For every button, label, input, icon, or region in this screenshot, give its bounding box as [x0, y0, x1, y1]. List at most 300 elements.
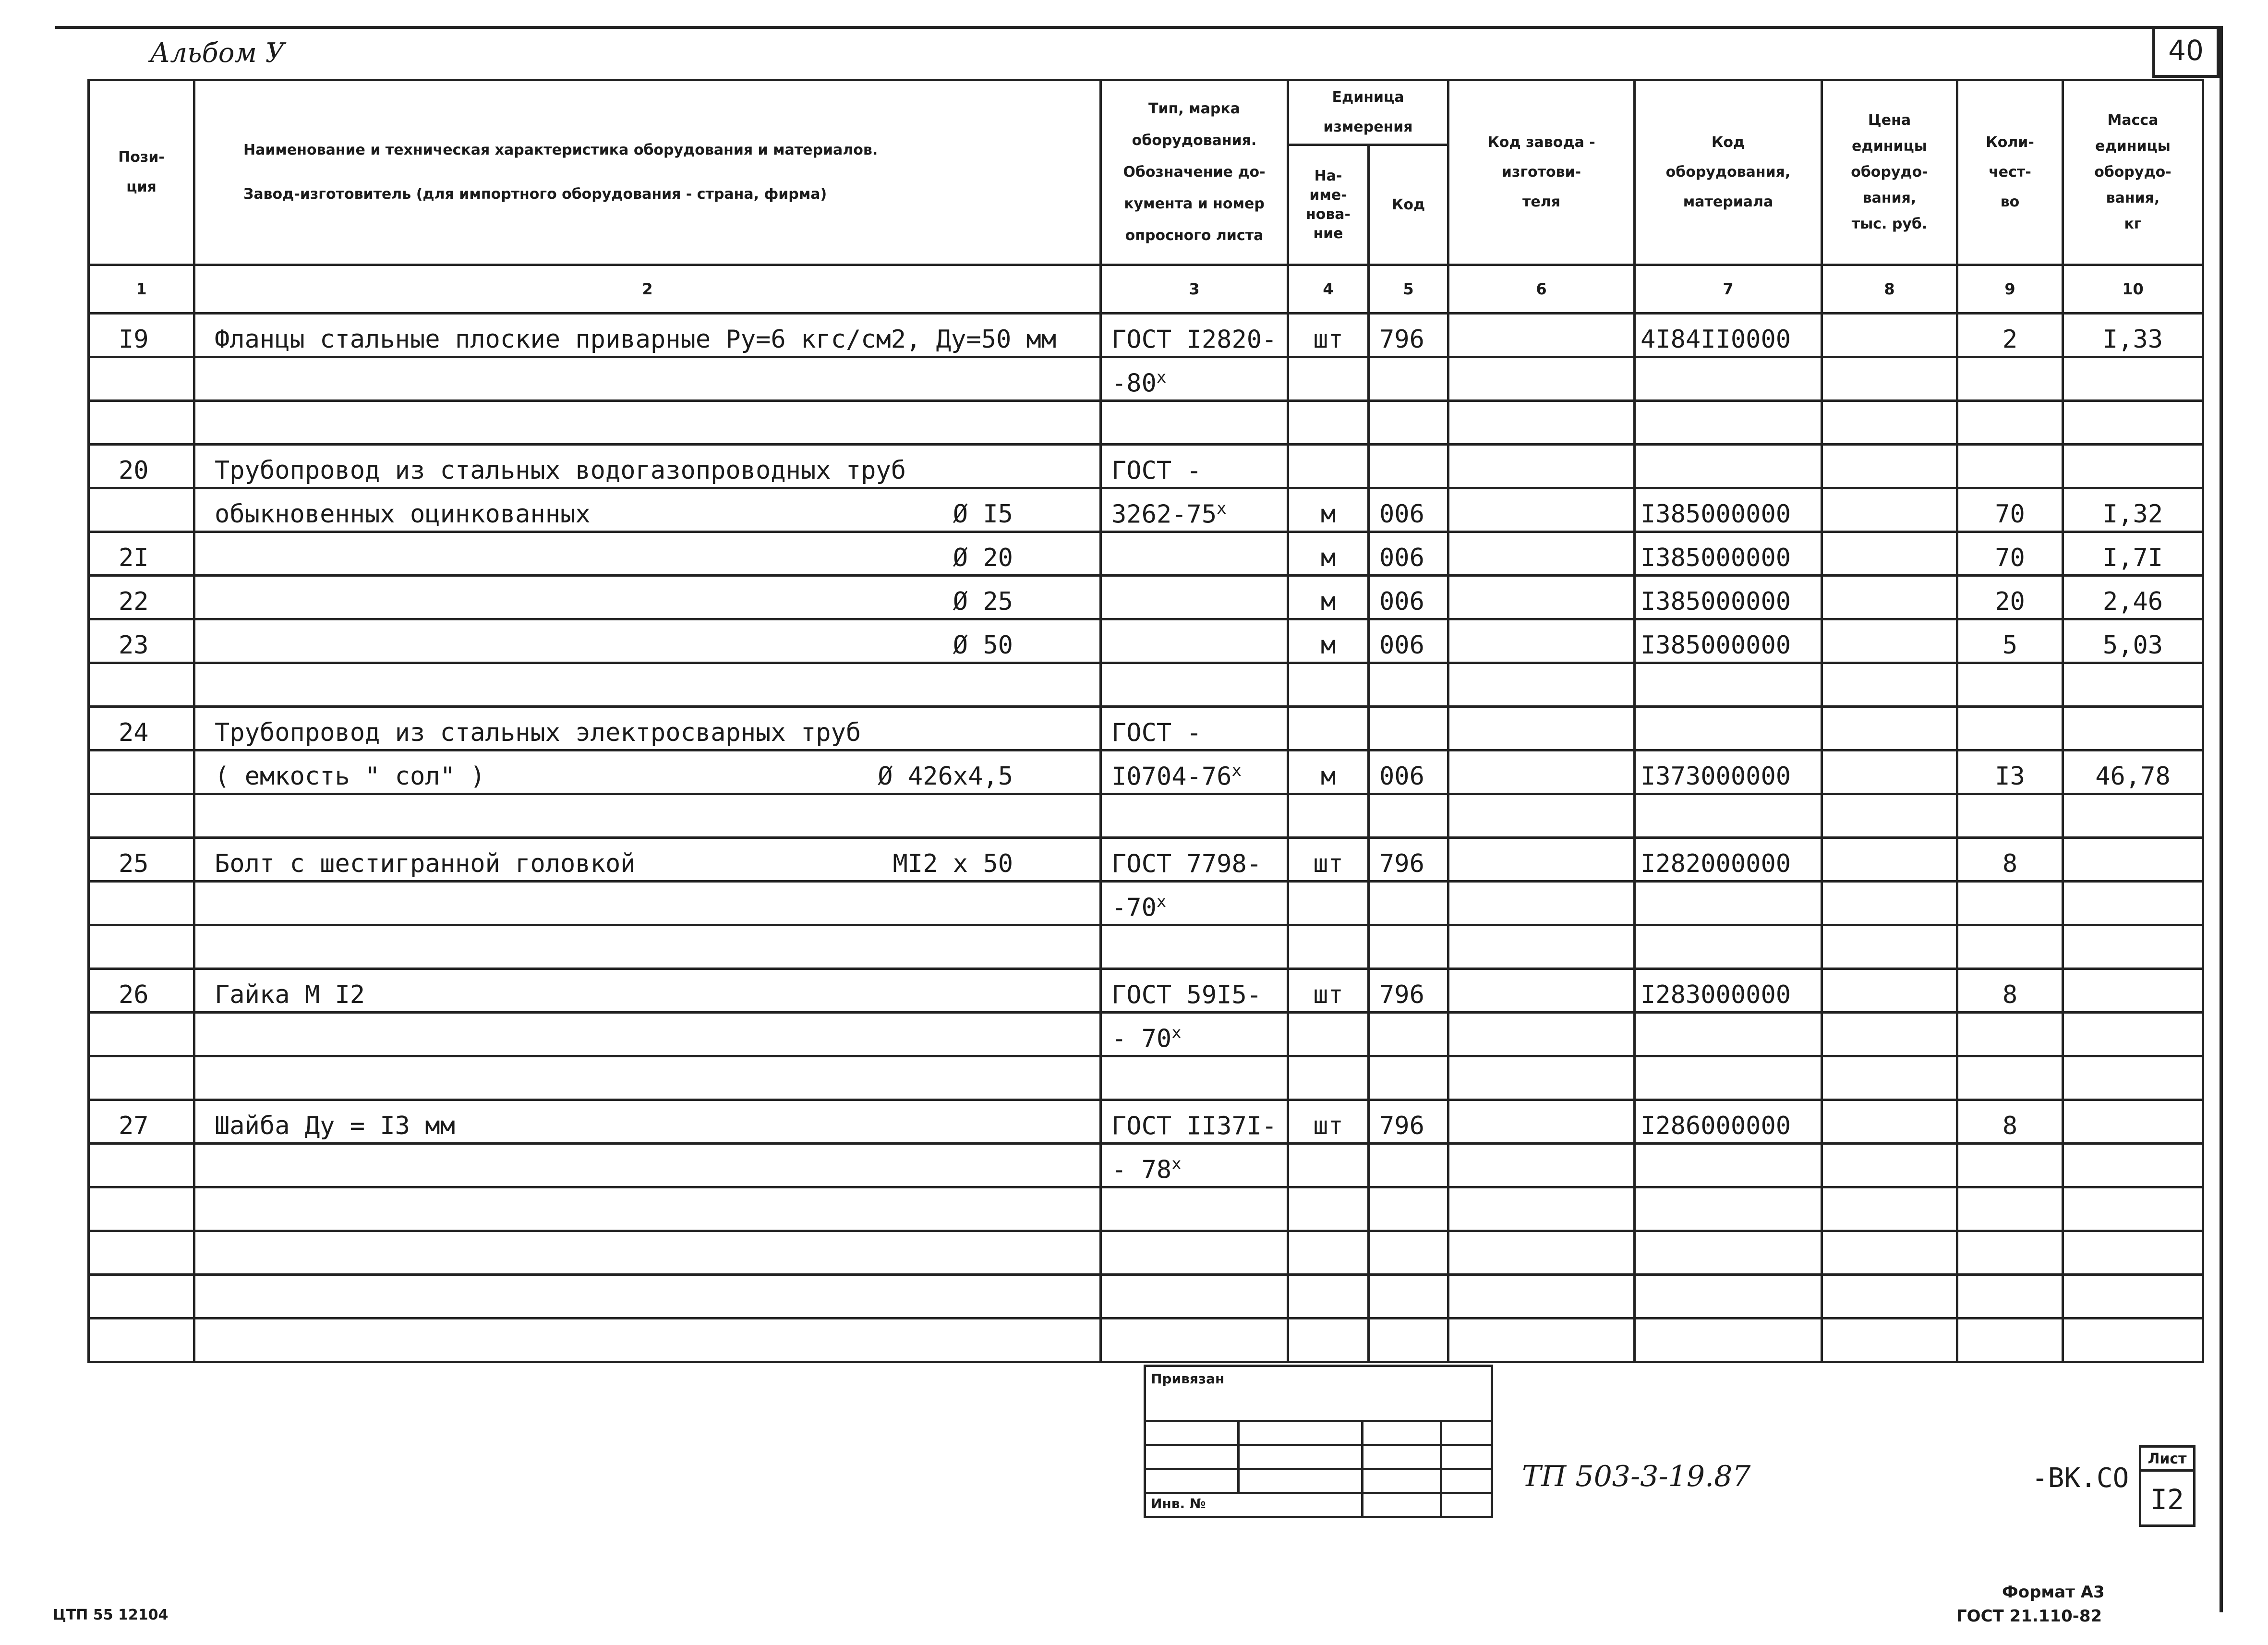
price-cell: [1822, 1144, 1957, 1187]
material-code-cell: I385000000: [1635, 532, 1822, 576]
name-cell: [194, 532, 1101, 576]
qty-cell: 5: [1957, 619, 2063, 663]
unit-cell: [1288, 925, 1369, 969]
unit-cell: [1288, 1056, 1369, 1100]
mass-cell: 5,03: [2063, 619, 2203, 663]
item-name: Трубопровод из стальных водогазопроводных труб: [215, 456, 906, 485]
type-cell: [1101, 532, 1288, 576]
column-number: 3: [1101, 265, 1288, 314]
table-row: [89, 314, 2203, 357]
maker-code-cell: [1448, 488, 1635, 532]
material-code-cell: I385000000: [1635, 576, 1822, 619]
type-cell: [1101, 1013, 1288, 1056]
position-cell: [89, 1187, 194, 1231]
maker-code-cell: [1448, 750, 1635, 794]
material-code-cell: [1635, 1318, 1822, 1362]
name-cell: [194, 1187, 1101, 1231]
type-text: I0704-76: [1111, 762, 1232, 791]
material-code-cell: 4I84II0000: [1635, 314, 1822, 357]
unit-cell: [1288, 401, 1369, 445]
name-cell: [194, 663, 1101, 707]
column-number: 8: [1822, 265, 1957, 314]
column-number: 4: [1288, 265, 1369, 314]
type-cell: [1101, 1275, 1288, 1318]
mass-cell: [2063, 357, 2203, 401]
sheet-number: I2: [2150, 1483, 2184, 1516]
unit-cell: [1288, 882, 1369, 925]
type-superscript: х: [1171, 1023, 1182, 1042]
type-superscript: х: [1171, 1154, 1182, 1173]
price-cell: [1822, 1275, 1957, 1318]
header-maker-code: Код завода - изготови- теля: [1448, 80, 1635, 265]
unit-code-cell: 006: [1369, 619, 1448, 663]
table-row: [89, 401, 2203, 445]
table-row: [89, 488, 2203, 532]
column-number: 2: [194, 265, 1101, 314]
unit-cell: [1288, 1144, 1369, 1187]
name-cell: [194, 838, 1101, 882]
position-cell: 24: [89, 707, 194, 750]
unit-code-cell: [1369, 401, 1448, 445]
column-number: 7: [1635, 265, 1822, 314]
mass-cell: [2063, 401, 2203, 445]
name-cell: [194, 314, 1101, 357]
type-text: 3262-75: [1111, 500, 1217, 529]
unit-code-cell: 006: [1369, 576, 1448, 619]
mass-cell: [2063, 1275, 2203, 1318]
maker-code-cell: [1448, 1231, 1635, 1275]
qty-cell: [1957, 707, 2063, 750]
type-text: ГОСТ I2820-: [1111, 325, 1277, 354]
type-text: ГОСТ -: [1111, 456, 1202, 485]
price-cell: [1822, 1187, 1957, 1231]
material-code-cell: [1635, 1144, 1822, 1187]
position-cell: [89, 882, 194, 925]
material-code-cell: [1635, 1056, 1822, 1100]
qty-cell: [1957, 1231, 2063, 1275]
unit-code-cell: [1369, 1056, 1448, 1100]
type-text: -80: [1111, 369, 1157, 398]
document-number: ТП 503-3-19.87: [1522, 1460, 1751, 1493]
mass-cell: [2063, 1056, 2203, 1100]
mass-cell: [2063, 794, 2203, 838]
name-cell: [194, 576, 1101, 619]
type-cell: [1101, 707, 1288, 750]
mass-cell: [2063, 1013, 2203, 1056]
name-cell: [194, 882, 1101, 925]
price-cell: [1822, 663, 1957, 707]
unit-cell: шт: [1288, 314, 1369, 357]
material-code-cell: I282000000: [1635, 838, 1822, 882]
position-cell: 20: [89, 445, 194, 488]
unit-code-cell: [1369, 1231, 1448, 1275]
qty-cell: 70: [1957, 532, 2063, 576]
header-price: Цена единицы оборудо- вания, тыс. руб.: [1822, 80, 1957, 265]
album-title: Альбом У: [150, 37, 285, 69]
type-superscript: х: [1217, 498, 1227, 518]
mass-cell: I,32: [2063, 488, 2203, 532]
qty-cell: [1957, 1144, 2063, 1187]
material-code-cell: [1635, 445, 1822, 488]
column-number: 9: [1957, 265, 2063, 314]
material-code-cell: [1635, 925, 1822, 969]
unit-cell: [1288, 794, 1369, 838]
material-code-cell: [1635, 663, 1822, 707]
table-row: [89, 576, 2203, 619]
type-cell: [1101, 445, 1288, 488]
qty-cell: 8: [1957, 969, 2063, 1013]
material-code-cell: I286000000: [1635, 1100, 1822, 1144]
document-suffix: -ВК.СО: [2032, 1463, 2129, 1494]
maker-code-cell: [1448, 707, 1635, 750]
material-code-cell: [1635, 1231, 1822, 1275]
header-qty: Коли- чест- во: [1957, 80, 2063, 265]
type-cell: [1101, 314, 1288, 357]
material-code-cell: I385000000: [1635, 619, 1822, 663]
column-number: 6: [1448, 265, 1635, 314]
position-cell: [89, 1275, 194, 1318]
table-row: [89, 969, 2203, 1013]
type-cell: [1101, 750, 1288, 794]
unit-code-cell: 796: [1369, 314, 1448, 357]
format-label: Формат А3: [2002, 1583, 2105, 1602]
unit-code-cell: [1369, 882, 1448, 925]
price-cell: [1822, 1318, 1957, 1362]
table-row: [89, 1144, 2203, 1187]
item-dimension: Ø 20: [953, 544, 1013, 572]
item-name: Фланцы стальные плоские приварные Ру=6 кгс/см2, Ду=50 мм: [215, 325, 1057, 354]
maker-code-cell: [1448, 314, 1635, 357]
name-cell: [194, 794, 1101, 838]
item-name: Шайба Ду = I3 мм: [215, 1112, 455, 1140]
price-cell: [1822, 576, 1957, 619]
table-row: [89, 445, 2203, 488]
type-cell: [1101, 576, 1288, 619]
unit-code-cell: [1369, 707, 1448, 750]
type-superscript: х: [1156, 892, 1167, 911]
position-cell: [89, 1013, 194, 1056]
mass-cell: [2063, 1144, 2203, 1187]
table-body: [89, 314, 2203, 1362]
table-row: [89, 1275, 2203, 1318]
sheet-box: [2139, 1445, 2196, 1527]
unit-cell: м: [1288, 576, 1369, 619]
unit-cell: м: [1288, 619, 1369, 663]
price-cell: [1822, 882, 1957, 925]
type-cell: [1101, 1318, 1288, 1362]
position-cell: 22: [89, 576, 194, 619]
type-cell: [1101, 1100, 1288, 1144]
name-cell: [194, 357, 1101, 401]
type-cell: [1101, 619, 1288, 663]
unit-cell: [1288, 663, 1369, 707]
material-code-cell: [1635, 707, 1822, 750]
header-unit-group: Единица измерения: [1288, 80, 1448, 145]
unit-cell: [1288, 445, 1369, 488]
material-code-cell: [1635, 1275, 1822, 1318]
header-pos: Пози- ция: [89, 80, 194, 265]
type-cell: [1101, 925, 1288, 969]
maker-code-cell: [1448, 794, 1635, 838]
type-cell: [1101, 794, 1288, 838]
qty-cell: [1957, 1013, 2063, 1056]
maker-code-cell: [1448, 882, 1635, 925]
name-cell: [194, 969, 1101, 1013]
item-name: обыкновенных оцинкованных: [215, 500, 591, 529]
position-cell: [89, 1144, 194, 1187]
qty-cell: [1957, 882, 2063, 925]
type-cell: [1101, 401, 1288, 445]
maker-code-cell: [1448, 357, 1635, 401]
type-text: - 78: [1111, 1155, 1172, 1184]
position-cell: [89, 1318, 194, 1362]
mass-cell: [2063, 969, 2203, 1013]
position-cell: 26: [89, 969, 194, 1013]
table-row: [89, 750, 2203, 794]
name-cell: [194, 1056, 1101, 1100]
column-number-row: [89, 265, 2203, 314]
table-row: [89, 1013, 2203, 1056]
maker-code-cell: [1448, 1144, 1635, 1187]
unit-code-cell: 796: [1369, 969, 1448, 1013]
header-type: Тип, марка оборудования. Обозначение до- кумента и номер опросного листа: [1101, 80, 1288, 265]
type-cell: [1101, 838, 1288, 882]
mass-cell: [2063, 707, 2203, 750]
name-cell: [194, 1318, 1101, 1362]
mass-cell: 2,46: [2063, 576, 2203, 619]
table-row: [89, 619, 2203, 663]
mass-cell: [2063, 838, 2203, 882]
unit-code-cell: 796: [1369, 1100, 1448, 1144]
name-cell: [194, 1100, 1101, 1144]
qty-cell: [1957, 925, 2063, 969]
table-row: [89, 663, 2203, 707]
price-cell: [1822, 750, 1957, 794]
type-text: ГОСТ 59I5-: [1111, 980, 1262, 1009]
position-cell: [89, 401, 194, 445]
price-cell: [1822, 707, 1957, 750]
name-cell: [194, 1275, 1101, 1318]
material-code-cell: [1635, 882, 1822, 925]
position-cell: [89, 488, 194, 532]
name-cell: [194, 1013, 1101, 1056]
header-unit-code: Код: [1369, 145, 1448, 265]
item-name: ( емкость " сол" ): [215, 762, 485, 791]
column-number: 5: [1369, 265, 1448, 314]
unit-cell: [1288, 357, 1369, 401]
item-name: Гайка М I2: [215, 980, 365, 1009]
name-cell: [194, 619, 1101, 663]
tied-label: Привязан: [1151, 1371, 1225, 1387]
item-name: Трубопровод из стальных электросварных труб: [215, 718, 861, 747]
position-cell: [89, 794, 194, 838]
unit-cell: [1288, 1231, 1369, 1275]
item-dimension: Ø 426х4,5: [878, 762, 1013, 791]
header-material-code: Код оборудования, материала: [1635, 80, 1822, 265]
type-text: ГОСТ 7798-: [1111, 849, 1262, 878]
type-cell: [1101, 1231, 1288, 1275]
header-name: Наименование и техническая характеристика оборудования и материалов. Завод-изготовитель (для импортного оборудования - страна, фирма): [194, 80, 1101, 265]
unit-code-cell: 006: [1369, 488, 1448, 532]
mass-cell: [2063, 1318, 2203, 1362]
unit-cell: шт: [1288, 969, 1369, 1013]
mass-cell: [2063, 925, 2203, 969]
mass-cell: [2063, 882, 2203, 925]
price-cell: [1822, 401, 1957, 445]
type-cell: [1101, 663, 1288, 707]
mass-cell: 46,78: [2063, 750, 2203, 794]
name-cell: [194, 401, 1101, 445]
material-code-cell: I283000000: [1635, 969, 1822, 1013]
unit-cell: [1288, 1187, 1369, 1231]
position-cell: 27: [89, 1100, 194, 1144]
qty-cell: I3: [1957, 750, 2063, 794]
standard-label: ГОСТ 21.110-82: [1956, 1607, 2102, 1626]
material-code-cell: I373000000: [1635, 750, 1822, 794]
item-dimension: Ø I5: [953, 500, 1013, 529]
qty-cell: [1957, 401, 2063, 445]
qty-cell: [1957, 1056, 2063, 1100]
unit-code-cell: [1369, 445, 1448, 488]
maker-code-cell: [1448, 838, 1635, 882]
position-cell: [89, 1056, 194, 1100]
material-code-cell: [1635, 794, 1822, 838]
page-number: 40: [2152, 26, 2220, 78]
item-dimension: Ø 50: [953, 631, 1013, 660]
position-cell: [89, 663, 194, 707]
mass-cell: [2063, 663, 2203, 707]
position-cell: [89, 925, 194, 969]
material-code-cell: [1635, 357, 1822, 401]
mass-cell: I,7I: [2063, 532, 2203, 576]
table-row: [89, 1231, 2203, 1275]
table-row: [89, 1056, 2203, 1100]
table-row: [89, 882, 2203, 925]
position-cell: 25: [89, 838, 194, 882]
unit-cell: [1288, 1275, 1369, 1318]
price-cell: [1822, 314, 1957, 357]
unit-cell: [1288, 707, 1369, 750]
maker-code-cell: [1448, 1056, 1635, 1100]
table-row: [89, 1318, 2203, 1362]
type-superscript: х: [1231, 761, 1242, 780]
qty-cell: 8: [1957, 1100, 2063, 1144]
type-cell: [1101, 882, 1288, 925]
maker-code-cell: [1448, 1187, 1635, 1231]
maker-code-cell: [1448, 1318, 1635, 1362]
material-code-cell: [1635, 1187, 1822, 1231]
name-cell: [194, 1231, 1101, 1275]
unit-code-cell: [1369, 357, 1448, 401]
tied-stamp: [1144, 1365, 1493, 1518]
mass-cell: [2063, 1100, 2203, 1144]
maker-code-cell: [1448, 925, 1635, 969]
position-cell: [89, 1231, 194, 1275]
type-text: - 70: [1111, 1024, 1172, 1053]
type-cell: [1101, 357, 1288, 401]
table-row: [89, 925, 2203, 969]
qty-cell: [1957, 1187, 2063, 1231]
qty-cell: 2: [1957, 314, 2063, 357]
maker-code-cell: [1448, 1275, 1635, 1318]
name-cell: [194, 925, 1101, 969]
type-text: ГОСТ -: [1111, 718, 1202, 747]
unit-code-cell: [1369, 794, 1448, 838]
maker-code-cell: [1448, 1013, 1635, 1056]
type-cell: [1101, 969, 1288, 1013]
position-cell: 2I: [89, 532, 194, 576]
price-cell: [1822, 445, 1957, 488]
table-row: [89, 794, 2203, 838]
unit-code-cell: [1369, 925, 1448, 969]
name-cell: [194, 707, 1101, 750]
type-cell: [1101, 1187, 1288, 1231]
qty-cell: [1957, 1318, 2063, 1362]
column-number: 1: [89, 265, 194, 314]
material-code-cell: [1635, 1013, 1822, 1056]
qty-cell: [1957, 445, 2063, 488]
name-cell: [194, 488, 1101, 532]
unit-code-cell: [1369, 1144, 1448, 1187]
table-row: [89, 532, 2203, 576]
inventory-label: Инв. №: [1151, 1496, 1206, 1512]
qty-cell: [1957, 663, 2063, 707]
maker-code-cell: [1448, 663, 1635, 707]
type-text: ГОСТ II37I-: [1111, 1112, 1277, 1140]
position-cell: I9: [89, 314, 194, 357]
qty-cell: [1957, 794, 2063, 838]
material-code-cell: I385000000: [1635, 488, 1822, 532]
item-name: Болт с шестигранной головкой: [215, 849, 636, 878]
maker-code-cell: [1448, 619, 1635, 663]
unit-code-cell: [1369, 1187, 1448, 1231]
mass-cell: [2063, 1187, 2203, 1231]
item-dimension: МI2 х 50: [893, 849, 1013, 878]
item-dimension: Ø 25: [953, 587, 1013, 616]
maker-code-cell: [1448, 1100, 1635, 1144]
price-cell: [1822, 357, 1957, 401]
price-cell: [1822, 969, 1957, 1013]
table-row: [89, 1187, 2203, 1231]
sheet-label: Лист: [2141, 1451, 2193, 1472]
table-row: [89, 838, 2203, 882]
position-cell: 23: [89, 619, 194, 663]
unit-code-cell: [1369, 1013, 1448, 1056]
name-cell: [194, 750, 1101, 794]
price-cell: [1822, 794, 1957, 838]
unit-cell: м: [1288, 532, 1369, 576]
maker-code-cell: [1448, 969, 1635, 1013]
qty-cell: 70: [1957, 488, 2063, 532]
position-cell: [89, 750, 194, 794]
name-cell: [194, 445, 1101, 488]
maker-code-cell: [1448, 576, 1635, 619]
left-code: ЦТП 55 12104: [53, 1607, 169, 1623]
maker-code-cell: [1448, 445, 1635, 488]
price-cell: [1822, 838, 1957, 882]
mass-cell: I,33: [2063, 314, 2203, 357]
price-cell: [1822, 1100, 1957, 1144]
unit-code-cell: [1369, 663, 1448, 707]
qty-cell: [1957, 357, 2063, 401]
maker-code-cell: [1448, 532, 1635, 576]
unit-cell: [1288, 1318, 1369, 1362]
unit-code-cell: 006: [1369, 750, 1448, 794]
type-superscript: х: [1156, 367, 1167, 387]
unit-code-cell: [1369, 1318, 1448, 1362]
qty-cell: [1957, 1275, 2063, 1318]
unit-cell: м: [1288, 488, 1369, 532]
